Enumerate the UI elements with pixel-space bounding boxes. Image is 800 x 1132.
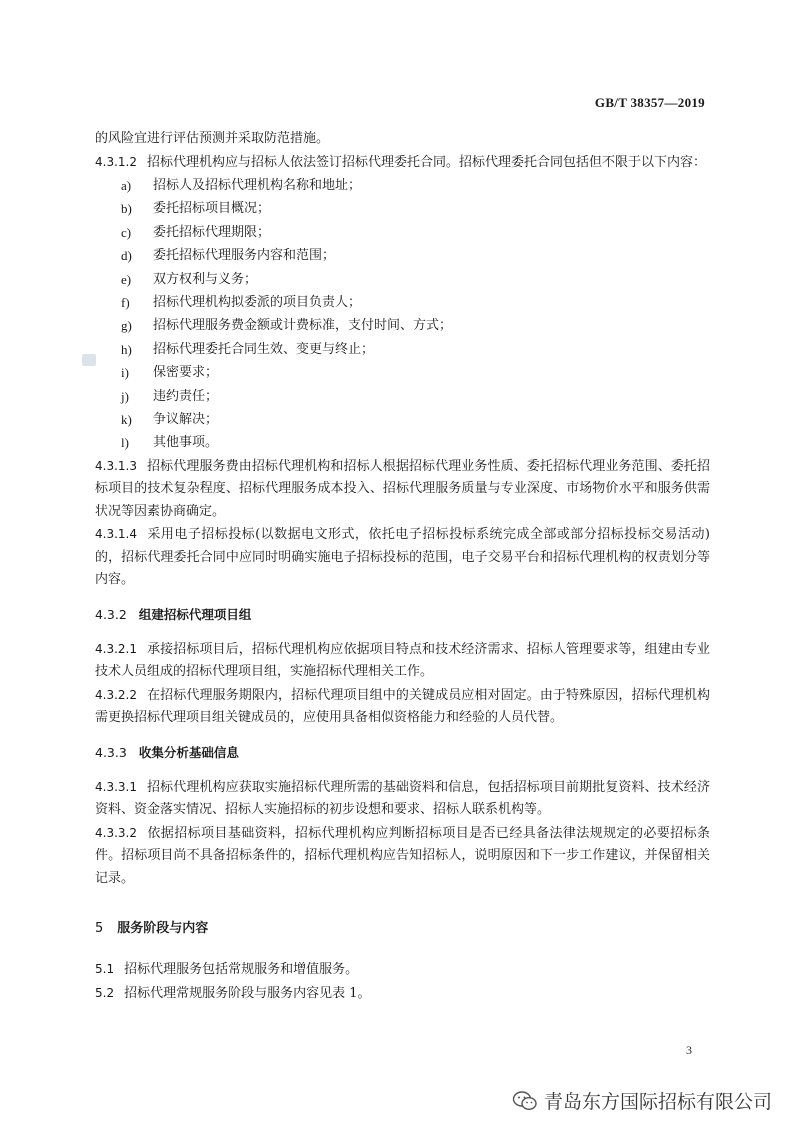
list-item: [95, 431, 710, 454]
clause-4-3-3-1: [95, 776, 710, 822]
list-label: g): [121, 318, 132, 334]
list-item: [95, 385, 710, 408]
list-label: a): [121, 178, 132, 193]
list-text: 招标代理委托合同生效、变更与终止；: [153, 341, 375, 357]
clause-text: 采用电子招标投标(以数据电文形式，依托电子招标投标系统完成全部或部分招标投标交易活动)的，招标代理委托合同中应同时明确实施电子招标投标的范围，电子交易平台和招标代理机构的权责划分等内容。: [95, 527, 710, 588]
standard-number: GB/T 38357—2019: [594, 95, 705, 110]
list-item: [95, 197, 710, 220]
section-number: 4.3.3: [95, 744, 127, 760]
list-text: 招标代理机构拟委派的项目负责人；: [153, 294, 362, 310]
clause-number: 4.3.3.1: [95, 779, 137, 794]
section-heading-4-3-2: [95, 604, 710, 626]
section-heading-4-3-3: [95, 742, 710, 764]
clause-5-1: [95, 958, 710, 982]
clause-number: 4.3.2.2: [95, 687, 137, 702]
list-text: 委托招标代理服务内容和范围；: [153, 248, 336, 264]
list-text: 其他事项。: [153, 435, 219, 451]
list-label: i): [121, 365, 129, 381]
clause-number: 4.3.2.1: [95, 641, 137, 656]
source-watermark: [512, 1087, 772, 1114]
clause-number: 5.1: [95, 962, 115, 977]
list-text: 保密要求；: [153, 365, 219, 381]
chapter-title: 服务阶段与内容: [117, 921, 209, 937]
clause-4-3-1-4: [95, 523, 710, 592]
clause-5-2: [95, 982, 710, 1006]
list-item: [95, 361, 710, 384]
clause-4-3-2-2: [95, 684, 710, 730]
list-label: e): [121, 271, 132, 287]
clause-text: 承接招标项目后，招标代理机构应依据项目特点和技术经济需求、招标人管理要求等，组建由专业技术人员组成的招标代理项目组，实施招标代理相关工作。: [95, 641, 710, 680]
clause-4-3-2-1: [95, 638, 710, 684]
page-number: 3: [686, 1043, 692, 1057]
list-text: 争议解决；: [153, 411, 219, 427]
clause-text: 招标代理机构应获取实施招标代理所需的基础资料和信息，包括招标项目前期批复资料、技术经济资料、资金落实情况、招标人实施招标的初步设想和要求、招标人联系机构等。: [95, 779, 710, 818]
clause-number: 4.3.1.2: [95, 154, 137, 169]
list-item: [95, 338, 710, 361]
clause-number: 4.3.1.4: [95, 527, 137, 542]
clause-4-3-1-2: [95, 151, 710, 175]
list-item: [95, 174, 710, 197]
list-text: 违约责任；: [153, 388, 219, 404]
margin-marker: [82, 354, 96, 366]
list-text: 招标人及招标代理机构名称和地址；: [153, 178, 362, 193]
clause-number: 4.3.1.3: [95, 458, 137, 473]
chapter-heading-5: [95, 918, 710, 940]
list-label: f): [121, 294, 130, 310]
clause-text: 招标代理常规服务阶段与服务内容见表 1。: [124, 985, 371, 1001]
list-item: [95, 314, 710, 337]
section-title: 组建招标代理项目组: [138, 606, 252, 622]
section-number: 4.3.2: [95, 606, 127, 622]
clause-text: 招标代理服务费由招标代理机构和招标人根据招标代理业务性质、委托招标代理业务范围、委托招标项目的技术复杂程度、招标代理服务成本投入、招标代理服务质量与专业深度、市场物价水平和服务供需状况等因素协商确定。: [95, 458, 710, 519]
list-text: 双方权利与义务；: [153, 271, 258, 287]
list-item: [95, 291, 710, 314]
wechat-icon: [512, 1090, 538, 1112]
list-text: 委托招标代理期限；: [153, 224, 271, 240]
list-item: [95, 244, 710, 267]
intro-line: 的风险宜进行评估预测并采取防范措施。: [95, 131, 330, 146]
watermark-text: 青岛东方国际招标有限公司: [543, 1091, 772, 1113]
list-label: h): [121, 341, 132, 357]
clause-text: 依据招标项目基础资料，招标代理机构应判断招标项目是否已经具备法律法规规定的必要招标条件。招标项目尚不具备招标条件的，招标代理机构应告知招标人，说明原因和下一步工作建议，并保留相关记录。: [95, 825, 710, 886]
list-label: d): [121, 248, 132, 264]
clause-4-3-3-2: [95, 822, 710, 891]
list-item: [95, 221, 710, 244]
document-body: [95, 128, 710, 1005]
clause-text: 招标代理服务包括常规服务和增值服务。: [124, 962, 359, 978]
clause-number: 4.3.3.2: [95, 825, 137, 840]
list-label: j): [121, 388, 129, 404]
clause-4-3-1-3: [95, 455, 710, 524]
list-item: [95, 408, 710, 431]
section-title: 收集分析基础信息: [138, 744, 239, 760]
list-label: c): [121, 224, 132, 240]
clause-text: 招标代理机构应与招标人依法签订招标代理委托合同。招标代理委托合同包括但不限于以下内容：: [146, 154, 706, 170]
clause-number: 5.2: [95, 985, 115, 1000]
list-text: 委托招标项目概况；: [153, 201, 271, 217]
chapter-number: 5: [95, 921, 104, 937]
clause-text: 在招标代理服务期限内，招标代理项目组中的关键成员应相对固定。由于特殊原因，招标代理机构需更换招标代理项目组关键成员的，应使用具备相似资格能力和经验的人员代替。: [95, 687, 710, 726]
contract-content-list: [95, 174, 710, 455]
list-label: l): [121, 435, 129, 451]
list-label: k): [121, 411, 132, 427]
list-label: b): [121, 201, 132, 217]
list-item: [95, 268, 710, 291]
list-text: 招标代理服务费金额或计费标准，支付时间、方式；: [153, 318, 453, 334]
